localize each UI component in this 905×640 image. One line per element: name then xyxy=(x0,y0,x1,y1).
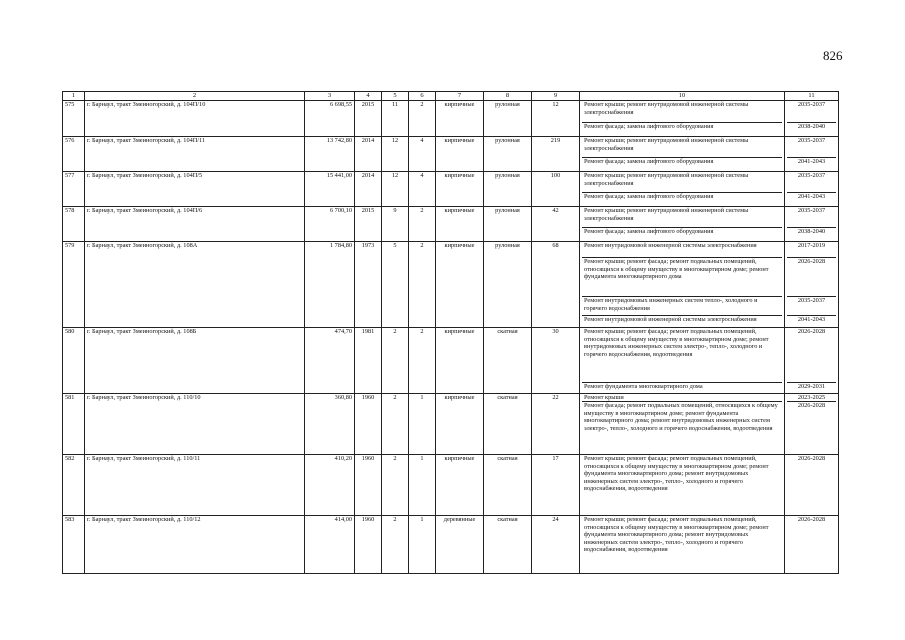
entrances-cell: 2 xyxy=(409,328,436,394)
header-cell: 7 xyxy=(436,92,484,101)
area-cell: 360,80 xyxy=(305,394,355,455)
residents-cell: 22 xyxy=(532,394,580,455)
roof-type-cell: скатная xyxy=(484,394,532,455)
work-types-cell xyxy=(580,242,785,328)
residents-cell: 100 xyxy=(532,172,580,207)
floors-cell: 2 xyxy=(382,328,409,394)
header-cell: 10 xyxy=(580,92,785,101)
header-cell: 5 xyxy=(382,92,409,101)
work-periods-cell xyxy=(785,516,839,574)
row-number-cell: 578 xyxy=(63,207,85,242)
work-periods-cell xyxy=(785,328,839,394)
year-built-cell: 2015 xyxy=(355,207,382,242)
work-types-cell xyxy=(580,101,785,137)
address-cell: г. Барнаул, тракт Змеиногорский, д. 104П/10 xyxy=(85,101,305,137)
header-cell: 1 xyxy=(63,92,85,101)
area-cell: 474,70 xyxy=(305,328,355,394)
header-cell: 2 xyxy=(85,92,305,101)
row-number-cell: 577 xyxy=(63,172,85,207)
year-built-cell: 1960 xyxy=(355,394,382,455)
entrances-cell: 2 xyxy=(409,207,436,242)
entrances-cell: 1 xyxy=(409,394,436,455)
year-built-cell: 1973 xyxy=(355,242,382,328)
year-built-cell: 1960 xyxy=(355,455,382,516)
roof-type-cell: скатная xyxy=(484,516,532,574)
work-item: Ремонт крыши; ремонт фасада; ремонт подвальных помещений, относящихся к общему имуществу в многоквартирном доме; ремонт внутридомовых инженерных систем электро-, тепло-, холодного и горячего водоснабжения, водоотведения xyxy=(582,328,782,383)
floors-cell: 12 xyxy=(382,137,409,172)
work-periods-cell xyxy=(785,172,839,207)
wall-material-cell: кирпичные xyxy=(436,455,484,516)
address-cell: г. Барнаул, тракт Змеиногорский, д. 104П/11 xyxy=(85,137,305,172)
wall-material-cell: кирпичные xyxy=(436,172,484,207)
work-item: Ремонт крыши; ремонт фасада; ремонт подвальных помещений, относящихся к общему имуществу в многоквартирном доме; ремонт фундамента многоквартирного дома xyxy=(582,258,782,297)
roof-type-cell: скатная xyxy=(484,455,532,516)
page-number: 826 xyxy=(823,48,843,63)
area-cell: 410,20 xyxy=(305,455,355,516)
residents-cell: 30 xyxy=(532,328,580,394)
work-period: 2023-2025 xyxy=(787,394,836,402)
work-period: 2035-2037 xyxy=(787,172,836,193)
floors-cell: 9 xyxy=(382,207,409,242)
address-cell: г. Барнаул, тракт Змеиногорский, д. 108Б xyxy=(85,328,305,394)
wall-material-cell: кирпичные xyxy=(436,207,484,242)
area-cell: 13 742,80 xyxy=(305,137,355,172)
work-periods-cell xyxy=(785,242,839,328)
area-cell: 6 698,55 xyxy=(305,101,355,137)
floors-cell: 11 xyxy=(382,101,409,137)
address-cell: г. Барнаул, тракт Змеиногорский, д. 110/10 xyxy=(85,394,305,455)
work-item: Ремонт фундамента многоквартирного дома xyxy=(584,383,703,390)
year-built-cell: 2014 xyxy=(355,137,382,172)
wall-material-cell: кирпичные xyxy=(436,394,484,455)
work-period: 2026-2028 xyxy=(797,402,826,409)
wall-material-cell: кирпичные xyxy=(436,328,484,394)
work-types-cell xyxy=(580,137,785,172)
row-number-cell: 583 xyxy=(63,516,85,574)
work-period: 2035-2037 xyxy=(787,297,836,316)
roof-type-cell: рулонная xyxy=(484,101,532,137)
work-item: Ремонт фасада; замена лифтового оборудования xyxy=(584,228,714,235)
work-item: Ремонт крыши xyxy=(582,394,782,402)
entrances-cell: 4 xyxy=(409,172,436,207)
roof-type-cell: рулонная xyxy=(484,242,532,328)
work-period: 2038-2040 xyxy=(797,228,826,235)
area-cell: 1 784,80 xyxy=(305,242,355,328)
area-cell: 15 441,00 xyxy=(305,172,355,207)
entrances-cell: 1 xyxy=(409,455,436,516)
work-period: 2038-2040 xyxy=(797,123,826,130)
wall-material-cell: кирпичные xyxy=(436,101,484,137)
work-period: 2035-2037 xyxy=(787,207,836,228)
header-cell: 11 xyxy=(785,92,839,101)
work-item: Ремонт крыши; ремонт внутридомовой инженерной системы электроснабжения xyxy=(582,207,782,228)
year-built-cell: 2014 xyxy=(355,172,382,207)
header-cell: 6 xyxy=(409,92,436,101)
work-item: Ремонт крыши; ремонт внутридомовой инженерной системы электроснабжения xyxy=(582,172,782,193)
work-period: 2041-2043 xyxy=(797,316,826,323)
work-types-cell xyxy=(580,207,785,242)
row-number-cell: 579 xyxy=(63,242,85,328)
work-periods-cell xyxy=(785,101,839,137)
work-periods-cell xyxy=(785,207,839,242)
work-types-cell xyxy=(580,516,785,574)
header-cell: 4 xyxy=(355,92,382,101)
entrances-cell: 2 xyxy=(409,101,436,137)
residents-cell: 24 xyxy=(532,516,580,574)
work-item: Ремонт фасада; замена лифтового оборудования xyxy=(584,158,714,165)
work-item: Ремонт крыши; ремонт фасада; ремонт подвальных помещений, относящихся к общему имуществу в многоквартирном доме; ремонт фундамента многоквартирного дома; ремонт внутридомовых инженерных систем электро-, тепло-, холодного и горячего водоснабжения, водоотведения xyxy=(584,455,769,493)
work-periods-cell xyxy=(785,137,839,172)
address-cell: г. Барнаул, тракт Змеиногорский, д. 108А xyxy=(85,242,305,328)
address-cell: г. Барнаул, тракт Змеиногорский, д. 110/12 xyxy=(85,516,305,574)
floors-cell: 2 xyxy=(382,516,409,574)
work-item: Ремонт внутридомовых инженерных систем тепло-, холодного и горячего водоснабжения xyxy=(582,297,782,316)
work-period: 2041-2043 xyxy=(797,158,826,165)
address-cell: г. Барнаул, тракт Змеиногорский, д. 104П/6 xyxy=(85,207,305,242)
work-item: Ремонт фасада; ремонт подвальных помещений, относящихся к общему имуществу в многоквартирном доме; ремонт фундамента многоквартирного дома; ремонт внутридомовых инженерных систем электро-, тепло-, холодного и горячего водоснабжения, водоотведения xyxy=(584,402,778,432)
work-period: 2029-2031 xyxy=(797,383,826,390)
wall-material-cell: деревянные xyxy=(436,516,484,574)
roof-type-cell: рулонная xyxy=(484,207,532,242)
work-item: Ремонт крыши; ремонт внутридомовой инженерной системы электроснабжения xyxy=(582,101,782,123)
row-number-cell: 582 xyxy=(63,455,85,516)
area-cell: 6 700,10 xyxy=(305,207,355,242)
work-period: 2041-2043 xyxy=(797,193,826,200)
work-periods-cell xyxy=(785,455,839,516)
year-built-cell: 1960 xyxy=(355,516,382,574)
repair-schedule-table xyxy=(62,91,839,574)
entrances-cell: 4 xyxy=(409,137,436,172)
work-period: 2035-2037 xyxy=(787,101,836,123)
work-item: Ремонт крыши; ремонт фасада; ремонт подвальных помещений, относящихся к общему имуществу в многоквартирном доме; ремонт фундамента многоквартирного дома; ремонт внутридомовых инженерных систем электро-, тепло-, холодного и горячего водоснабжения, водоотведения xyxy=(584,516,769,554)
header-cell: 8 xyxy=(484,92,532,101)
work-types-cell xyxy=(580,394,785,455)
table-row xyxy=(63,137,839,172)
row-number-cell: 576 xyxy=(63,137,85,172)
wall-material-cell: кирпичные xyxy=(436,137,484,172)
floors-cell: 5 xyxy=(382,242,409,328)
table-body xyxy=(63,92,839,574)
work-types-cell xyxy=(580,172,785,207)
work-period: 2026-2028 xyxy=(797,516,826,523)
entrances-cell: 2 xyxy=(409,242,436,328)
row-number-cell: 581 xyxy=(63,394,85,455)
year-built-cell: 1981 xyxy=(355,328,382,394)
table-row xyxy=(63,101,839,137)
work-periods-cell xyxy=(785,394,839,455)
table-row xyxy=(63,207,839,242)
wall-material-cell: кирпичные xyxy=(436,242,484,328)
header-cell: 9 xyxy=(532,92,580,101)
year-built-cell: 2015 xyxy=(355,101,382,137)
header-row xyxy=(63,92,839,101)
residents-cell: 219 xyxy=(532,137,580,172)
area-cell: 414,00 xyxy=(305,516,355,574)
residents-cell: 42 xyxy=(532,207,580,242)
header-cell: 3 xyxy=(305,92,355,101)
roof-type-cell: скатная xyxy=(484,328,532,394)
residents-cell: 68 xyxy=(532,242,580,328)
address-cell: г. Барнаул, тракт Змеиногорский, д. 110/11 xyxy=(85,455,305,516)
table-row xyxy=(63,328,839,394)
work-types-cell xyxy=(580,328,785,394)
work-period: 2017-2019 xyxy=(787,242,836,258)
table-row xyxy=(63,242,839,328)
work-item: Ремонт внутридомовой инженерной системы электроснабжения xyxy=(582,242,782,258)
table-row xyxy=(63,172,839,207)
row-number-cell: 580 xyxy=(63,328,85,394)
work-period: 2035-2037 xyxy=(787,137,836,158)
floors-cell: 2 xyxy=(382,455,409,516)
floors-cell: 12 xyxy=(382,172,409,207)
address-cell: г. Барнаул, тракт Змеиногорский, д. 104П/5 xyxy=(85,172,305,207)
work-item: Ремонт фасада; замена лифтового оборудования xyxy=(584,193,714,200)
work-period: 2026-2028 xyxy=(787,258,836,297)
roof-type-cell: рулонная xyxy=(484,137,532,172)
residents-cell: 17 xyxy=(532,455,580,516)
work-period: 2026-2028 xyxy=(797,455,826,462)
work-item: Ремонт фасада; замена лифтового оборудования xyxy=(584,123,714,130)
row-number-cell: 575 xyxy=(63,101,85,137)
work-period: 2026-2028 xyxy=(787,328,836,383)
floors-cell: 2 xyxy=(382,394,409,455)
work-item: Ремонт крыши; ремонт внутридомовой инженерной системы электроснабжения xyxy=(582,137,782,158)
table-row xyxy=(63,394,839,455)
residents-cell: 12 xyxy=(532,101,580,137)
table-row xyxy=(63,516,839,574)
entrances-cell: 1 xyxy=(409,516,436,574)
work-item: Ремонт внутридомовой инженерной системы электроснабжения xyxy=(584,316,757,323)
roof-type-cell: рулонная xyxy=(484,172,532,207)
table-row xyxy=(63,455,839,516)
work-types-cell xyxy=(580,455,785,516)
